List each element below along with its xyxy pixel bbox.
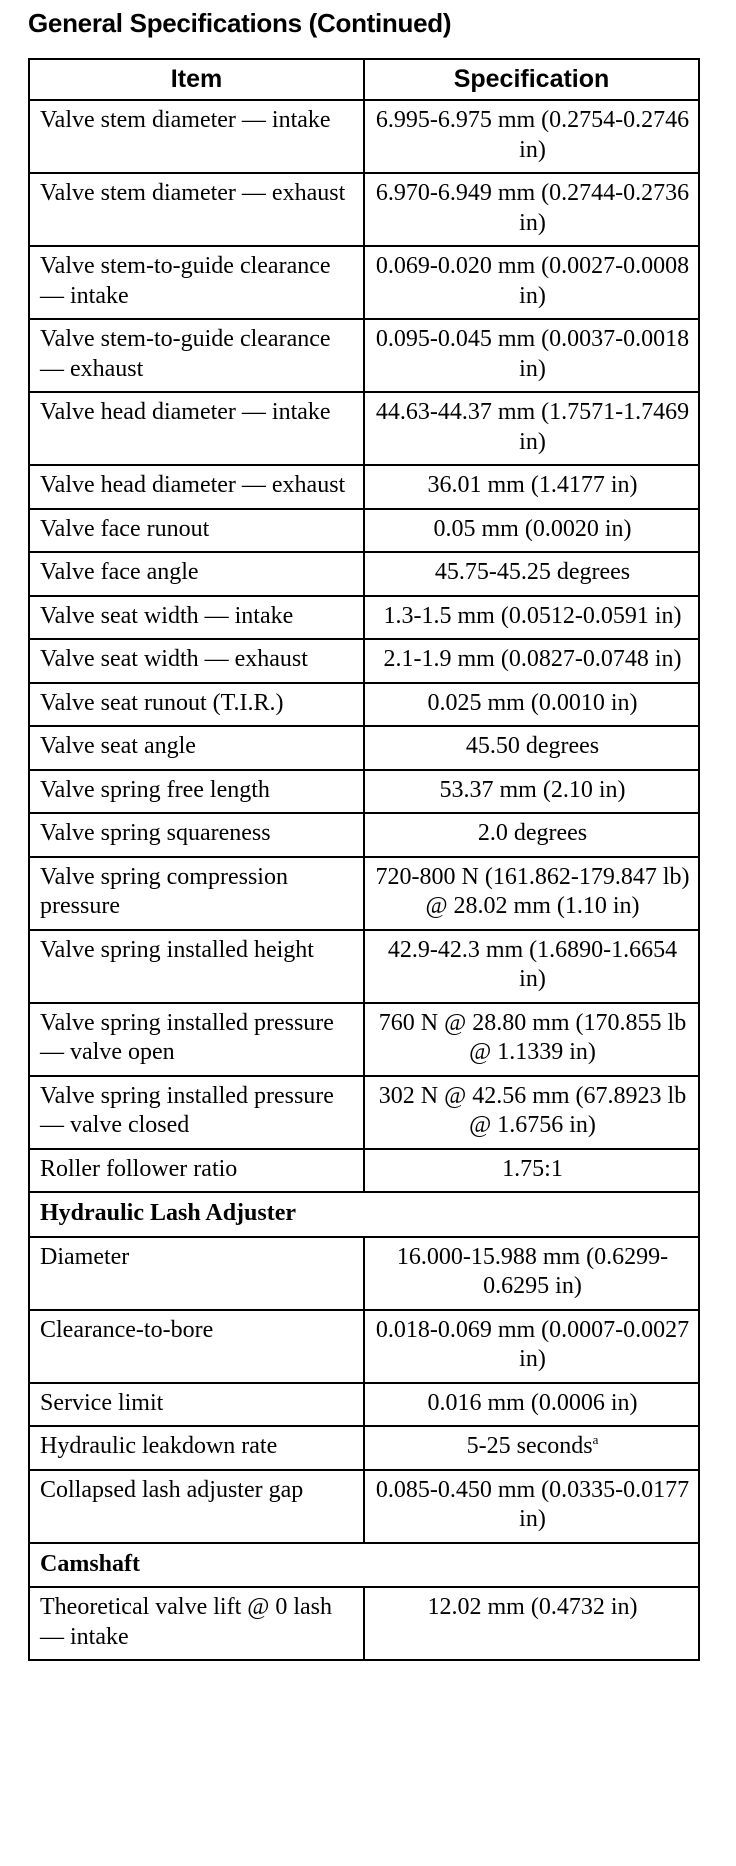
item-cell: Hydraulic leakdown rate (29, 1426, 364, 1470)
spec-cell: 53.37 mm (2.10 in) (364, 770, 699, 814)
table-row (29, 173, 699, 246)
footnote-marker: a (592, 1432, 599, 1447)
item-cell: Valve spring compression pressure (29, 857, 364, 930)
spec-cell: 16.000-15.988 mm (0.6299-0.6295 in) (364, 1237, 699, 1310)
section-row-camshaft (29, 1543, 699, 1588)
item-cell: Valve stem diameter — intake (29, 100, 364, 173)
item-cell: Collapsed lash adjuster gap (29, 1470, 364, 1543)
spec-cell: 42.9-42.3 mm (1.6890-1.6654 in) (364, 930, 699, 1003)
spec-cell: 0.018-0.069 mm (0.0007-0.0027 in) (364, 1310, 699, 1383)
item-cell: Service limit (29, 1383, 364, 1427)
item-cell: Valve face runout (29, 509, 364, 553)
table-row (29, 813, 699, 857)
item-cell: Valve head diameter — exhaust (29, 465, 364, 509)
item-cell: Diameter (29, 1237, 364, 1310)
table-row (29, 246, 699, 319)
item-cell: Clearance-to-bore (29, 1310, 364, 1383)
table-row (29, 1470, 699, 1543)
spec-cell: 760 N @ 28.80 mm (170.855 lb @ 1.1339 in) (364, 1003, 699, 1076)
table-row (29, 1426, 699, 1470)
table-row (29, 1383, 699, 1427)
item-cell: Valve stem-to-guide clearance — intake (29, 246, 364, 319)
spec-cell: 0.069-0.020 mm (0.0027-0.0008 in) (364, 246, 699, 319)
item-cell: Valve spring installed pressure — valve closed (29, 1076, 364, 1149)
item-cell: Valve spring installed height (29, 930, 364, 1003)
table-row (29, 1587, 699, 1660)
item-cell: Valve seat width — intake (29, 596, 364, 640)
table-row (29, 930, 699, 1003)
item-cell: Roller follower ratio (29, 1149, 364, 1193)
table-row (29, 1237, 699, 1310)
item-cell: Valve head diameter — intake (29, 392, 364, 465)
spec-cell: 0.05 mm (0.0020 in) (364, 509, 699, 553)
spec-cell: 2.0 degrees (364, 813, 699, 857)
spec-cell: 1.3-1.5 mm (0.0512-0.0591 in) (364, 596, 699, 640)
table-row (29, 509, 699, 553)
spec-cell: 0.085-0.450 mm (0.0335-0.0177 in) (364, 1470, 699, 1543)
table-row (29, 1076, 699, 1149)
column-header-specification: Specification (364, 59, 699, 100)
table-row (29, 392, 699, 465)
table-row (29, 1310, 699, 1383)
page-title: General Specifications (Continued) (28, 8, 452, 38)
item-cell: Valve seat runout (T.I.R.) (29, 683, 364, 727)
item-cell: Valve spring installed pressure — valve open (29, 1003, 364, 1076)
table-row (29, 100, 699, 173)
table-row (29, 596, 699, 640)
item-cell: Valve seat width — exhaust (29, 639, 364, 683)
item-cell: Valve spring squareness (29, 813, 364, 857)
item-cell: Theoretical valve lift @ 0 lash — intake (29, 1587, 364, 1660)
spec-cell: 45.75-45.25 degrees (364, 552, 699, 596)
table-header-row (29, 59, 699, 100)
table-row (29, 319, 699, 392)
item-cell: Valve face angle (29, 552, 364, 596)
spec-cell: 0.025 mm (0.0010 in) (364, 683, 699, 727)
table-row (29, 639, 699, 683)
section-row-hydraulic-lash-adjuster (29, 1192, 699, 1237)
spec-cell: 1.75:1 (364, 1149, 699, 1193)
spec-cell: 12.02 mm (0.4732 in) (364, 1587, 699, 1660)
item-cell: Valve stem diameter — exhaust (29, 173, 364, 246)
item-cell: Valve spring free length (29, 770, 364, 814)
section-heading: Hydraulic Lash Adjuster (29, 1192, 699, 1237)
spec-cell: 0.016 mm (0.0006 in) (364, 1383, 699, 1427)
specifications-table (28, 58, 700, 1661)
column-header-item: Item (29, 59, 364, 100)
spec-value: 5-25 seconds (466, 1433, 593, 1459)
table-row (29, 726, 699, 770)
table-row (29, 857, 699, 930)
spec-cell: 45.50 degrees (364, 726, 699, 770)
spec-cell (364, 1426, 699, 1470)
item-cell: Valve stem-to-guide clearance — exhaust (29, 319, 364, 392)
spec-cell: 2.1-1.9 mm (0.0827-0.0748 in) (364, 639, 699, 683)
table-row (29, 552, 699, 596)
table-row (29, 465, 699, 509)
table-row (29, 1003, 699, 1076)
table-row (29, 683, 699, 727)
table-row (29, 1149, 699, 1193)
spec-cell: 302 N @ 42.56 mm (67.8923 lb @ 1.6756 in) (364, 1076, 699, 1149)
section-heading: Camshaft (29, 1543, 699, 1588)
spec-cell: 44.63-44.37 mm (1.7571-1.7469 in) (364, 392, 699, 465)
table-row (29, 770, 699, 814)
spec-cell: 720-800 N (161.862-179.847 lb) @ 28.02 mm (1.10 in) (364, 857, 699, 930)
spec-cell: 0.095-0.045 mm (0.0037-0.0018 in) (364, 319, 699, 392)
item-cell: Valve seat angle (29, 726, 364, 770)
spec-cell: 6.995-6.975 mm (0.2754-0.2746 in) (364, 100, 699, 173)
spec-cell: 6.970-6.949 mm (0.2744-0.2736 in) (364, 173, 699, 246)
spec-cell: 36.01 mm (1.4177 in) (364, 465, 699, 509)
